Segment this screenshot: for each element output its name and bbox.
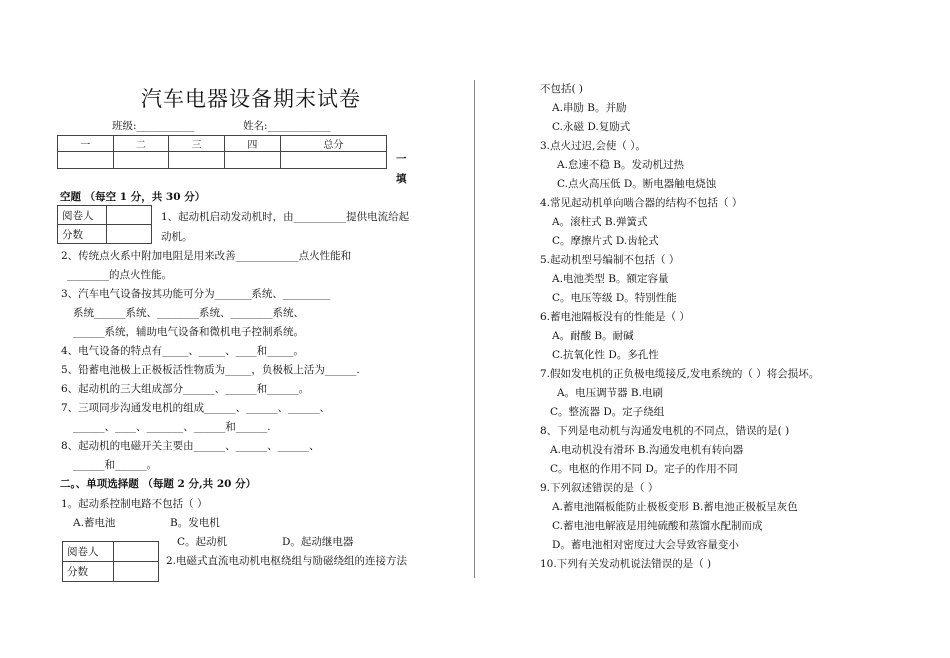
option: C。起动机 xyxy=(177,536,228,548)
score-header: 二 xyxy=(113,136,169,152)
question-line: ______和______。 xyxy=(73,459,157,471)
question-line: 4.常见起动机单向啮合器的结构不包括（ ） xyxy=(540,197,743,209)
score-header: 三 xyxy=(169,136,225,152)
score-cell xyxy=(114,562,159,582)
score-cell xyxy=(58,152,114,169)
score-cell xyxy=(280,152,386,169)
option-line: C。电压等级 D。特别性能 xyxy=(552,292,677,304)
option-line: A.电动机没有滑环 B.沟通发电机有转向器 xyxy=(550,444,744,456)
question-line: 7、三项同步沟通发电机的组成______、______、______、 xyxy=(61,402,331,414)
question-line: 动机。 xyxy=(161,231,193,243)
option-line: C。摩擦片式 D.齿轮式 xyxy=(552,235,659,247)
question-line: 7.假如发电机的正负极电缆接反,发电系统的（ ）将会损坏。 xyxy=(540,368,820,380)
section1-heading: 空题 （每空 1 分，共 30 分） xyxy=(60,191,206,203)
grader-label: 阅卷人 xyxy=(58,206,107,225)
grader-label: 阅卷人 xyxy=(63,542,114,562)
side-mark: 一 xyxy=(396,153,407,165)
score-header: 四 xyxy=(225,136,281,152)
score-cell xyxy=(225,152,281,169)
grader-box-2 xyxy=(62,541,159,582)
score-table xyxy=(57,135,387,169)
option-line: C.蓄电池电解液是用纯硫酸和蒸馏水配制而成 xyxy=(552,520,763,532)
question-line: 3、汽车电气设备按其功能可分为_______系统、_________ xyxy=(61,288,331,300)
option-line: C。电枢的作用不同 D。定子的作用不同 xyxy=(550,463,738,475)
grader-cell xyxy=(114,542,159,562)
score-header: 总分 xyxy=(280,136,386,152)
question-line: ________的点火性能。 xyxy=(67,269,172,281)
question-line: 9.下列叙述错误的是（ ） xyxy=(540,482,659,494)
option-line: C.点火高压低 D。断电器触电烧蚀 xyxy=(557,178,717,190)
option-line: C.抗氧化性 D。多孔性 xyxy=(552,349,659,361)
question-line: 不包括( ) xyxy=(540,83,584,95)
question-line: 系统______系统、________系统、________系统、 xyxy=(73,307,304,319)
grader-box-1 xyxy=(57,205,152,244)
option-line: D。蓄电池相对密度过大会导致容量变小 xyxy=(552,539,739,551)
score-label: 分数 xyxy=(63,562,114,582)
score-cell xyxy=(169,152,225,169)
option: D。起动继电器 xyxy=(282,536,354,548)
question-line: 4、电气设备的特点有_____、_____、____和_____。 xyxy=(61,345,304,357)
question-line: 1。起动系控制电路不包括（ ） xyxy=(61,498,208,510)
class-field: 班级:___________ xyxy=(112,120,195,132)
section2-heading: 二。、单项选择题 （每题 2 分,共 20 分） xyxy=(60,478,257,490)
question-line: ______系统，辅助电气设备和微机电子控制系统。 xyxy=(73,326,304,338)
side-mark: 填 xyxy=(396,173,407,185)
option-line: A.蓄电池隔板能防止极板变形 B.蓄电池正极板呈灰色 xyxy=(552,501,798,513)
question-line: 10.下列有关发动机说法错误的是（ ) xyxy=(540,558,712,570)
score-cell xyxy=(107,225,152,244)
score-header: 一 xyxy=(58,136,114,152)
option-line: A.怠速不稳 B。发动机过热 xyxy=(557,159,684,171)
question-line: 8、下列是电动机与沟通发电机的不同点，错误的是( ) xyxy=(540,425,790,437)
option-line: C.永磁 D.复励式 xyxy=(552,121,631,133)
grader-cell xyxy=(107,206,152,225)
option-line: A。滚柱式 B.弹簧式 xyxy=(552,216,648,228)
question-line: 6、起动机的三大组成部分______、______和______。 xyxy=(61,383,310,395)
question-line: 3.点火过迟,会使（ ）。 xyxy=(540,140,646,152)
score-label: 分数 xyxy=(58,225,107,244)
question-line: 8、起动机的电磁开关主要由______、______、______、 xyxy=(61,440,320,452)
question-line: 2.电磁式直流电动机电枢绕组与励磁绕组的连接方法 xyxy=(166,555,408,567)
question-line: 2、传统点火系中附加电阻是用来改善____________点火性能和 xyxy=(61,250,352,262)
question-line: 6.蓄电池隔板没有的性能是（ ） xyxy=(540,311,690,323)
question-line: ______、____、_______、______和______. xyxy=(73,421,271,433)
option-line: A。电压调节器 B.电刷 xyxy=(557,387,663,399)
question-line: 1、起动机启动发动机时，由__________提供电流给起 xyxy=(161,211,410,223)
option-line: C。整流器 D。定子绕组 xyxy=(550,406,665,418)
question-line: 5、铅蓄电池极上正极板活性物质为_____，负极板上活为______. xyxy=(61,364,360,376)
score-cell xyxy=(113,152,169,169)
option-line: A。耐酸 B。耐碱 xyxy=(552,330,634,342)
exam-title: 汽车电器设备期末试卷 xyxy=(141,87,361,111)
option: A.蓄电池 xyxy=(73,517,116,529)
option-line: A.电池类型 B。额定容量 xyxy=(552,273,669,285)
question-line: 5.起动机型号编制不包括（ ） xyxy=(540,254,680,266)
name-field: 姓名:____________ xyxy=(243,120,331,132)
column-divider xyxy=(474,80,475,578)
option-line: A.串励 B。并励 xyxy=(552,102,627,114)
option: B。发电机 xyxy=(170,517,220,529)
